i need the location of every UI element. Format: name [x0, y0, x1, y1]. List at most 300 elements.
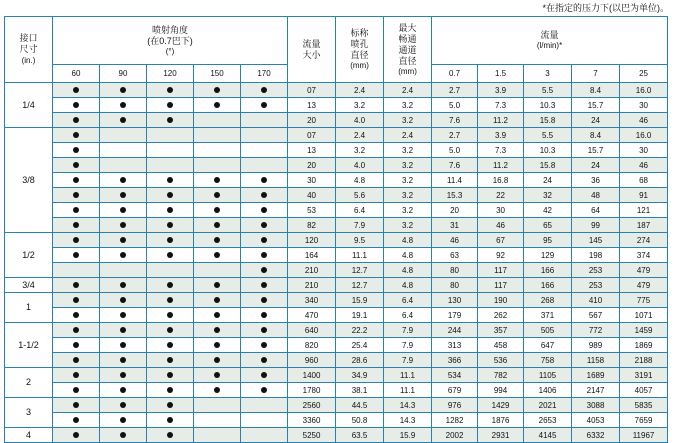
available-dot-icon: [120, 342, 126, 348]
available-dot-icon: [261, 372, 267, 378]
capacity-size-cell: 53: [288, 203, 336, 218]
available-dot-icon: [261, 312, 267, 318]
angle-cell: [241, 188, 288, 203]
available-dot-icon: [214, 372, 220, 378]
flow-cell: 567: [572, 308, 620, 323]
flow-cell: 190: [478, 293, 524, 308]
flow-cell: 1282: [432, 413, 478, 428]
flow-cell: 10.3: [524, 143, 572, 158]
flow-cell: 32: [524, 188, 572, 203]
available-dot-icon: [73, 432, 79, 438]
flow-cell: 30: [478, 203, 524, 218]
orifice-cell: 15.9: [336, 293, 384, 308]
orifice-cell: 3.2: [336, 98, 384, 113]
flow-cell: 5.5: [524, 128, 572, 143]
flow-cell: 647: [524, 338, 572, 353]
angle-cell: [100, 368, 147, 383]
orifice-cell: 4.8: [336, 173, 384, 188]
flow-cell: 68: [620, 173, 668, 188]
flow-cell: 30: [620, 143, 668, 158]
orifice-cell: 5.6: [336, 188, 384, 203]
available-dot-icon: [167, 87, 173, 93]
angle-cell: [194, 188, 241, 203]
available-dot-icon: [73, 312, 79, 318]
flow-cell: 3.9: [478, 83, 524, 98]
capacity-size-cell: 1400: [288, 368, 336, 383]
flow-cell: 3.9: [478, 128, 524, 143]
angle-cell: [241, 413, 288, 428]
table-row: [5, 383, 668, 398]
pressure-footnote: *在指定的压力下(以巴为单位)。: [542, 3, 669, 13]
angle-cell: [194, 173, 241, 188]
table-row: [5, 338, 668, 353]
passage-cell: 3.2: [384, 173, 432, 188]
available-dot-icon: [261, 252, 267, 258]
table-row: [5, 203, 668, 218]
angle-cell: [241, 98, 288, 113]
available-dot-icon: [214, 357, 220, 363]
flow-cell: 5835: [620, 398, 668, 413]
flow-cell: 262: [478, 308, 524, 323]
available-dot-icon: [120, 252, 126, 258]
passage-cell: 7.9: [384, 338, 432, 353]
capacity-size-cell: 20: [288, 113, 336, 128]
flow-cell: 8.4: [572, 128, 620, 143]
flow-cell: 99: [572, 218, 620, 233]
flow-cell: 994: [478, 383, 524, 398]
passage-cell: 11.1: [384, 383, 432, 398]
flow-cell: 534: [432, 368, 478, 383]
angle-cell: [147, 293, 194, 308]
angle-cell: [194, 338, 241, 353]
flow-cell: 15.7: [572, 98, 620, 113]
flow-cell: 16.8: [478, 173, 524, 188]
angle-cell: [241, 263, 288, 278]
flow-cell: 7.6: [432, 113, 478, 128]
passage-cell: 4.8: [384, 263, 432, 278]
available-dot-icon: [167, 312, 173, 318]
flow-cell: 7.3: [478, 98, 524, 113]
angle-cell: [147, 233, 194, 248]
angle-cell: [241, 128, 288, 143]
angle-cell: [100, 428, 147, 443]
flow-cell: 15.8: [524, 158, 572, 173]
orifice-cell: 7.9: [336, 218, 384, 233]
angle-cell: [53, 353, 100, 368]
table-row: [5, 293, 668, 308]
angle-cell: [241, 368, 288, 383]
angle-cell: [53, 293, 100, 308]
angle-cell: [147, 98, 194, 113]
angle-cell: [241, 143, 288, 158]
angle-cell: [241, 293, 288, 308]
capacity-size-cell: 3360: [288, 413, 336, 428]
flow-cell: 2021: [524, 398, 572, 413]
available-dot-icon: [214, 297, 220, 303]
orifice-cell: 63.5: [336, 428, 384, 443]
angle-cell: [194, 158, 241, 173]
orifice-cell: 22.2: [336, 323, 384, 338]
available-dot-icon: [73, 102, 79, 108]
available-dot-icon: [167, 417, 173, 423]
inlet-size-cell: 3: [5, 398, 53, 428]
available-dot-icon: [261, 342, 267, 348]
flow-cell: 46: [478, 218, 524, 233]
pressure-7: 7: [572, 65, 620, 83]
orifice-cell: 19.1: [336, 308, 384, 323]
available-dot-icon: [261, 237, 267, 243]
angle-cell: [100, 353, 147, 368]
flow-cell: 30: [620, 98, 668, 113]
available-dot-icon: [167, 237, 173, 243]
angle-cell: [241, 218, 288, 233]
capacity-size-cell: 13: [288, 143, 336, 158]
flow-cell: 479: [620, 263, 668, 278]
available-dot-icon: [73, 177, 79, 183]
angle-cell: [53, 263, 100, 278]
passage-cell: 6.4: [384, 293, 432, 308]
flow-cell: 2002: [432, 428, 478, 443]
angle-cell: [194, 428, 241, 443]
angle-cell: [100, 413, 147, 428]
angle-cell: [147, 188, 194, 203]
capacity-size-cell: 340: [288, 293, 336, 308]
flow-cell: 1429: [478, 398, 524, 413]
available-dot-icon: [120, 372, 126, 378]
available-dot-icon: [73, 282, 79, 288]
angle-cell: [194, 218, 241, 233]
orifice-cell: 28.6: [336, 353, 384, 368]
capacity-size-cell: 210: [288, 278, 336, 293]
angle-cell: [53, 398, 100, 413]
available-dot-icon: [214, 252, 220, 258]
angle-cell: [147, 203, 194, 218]
angle-cell: [53, 308, 100, 323]
angle-cell: [194, 353, 241, 368]
angle-cell: [147, 248, 194, 263]
capacity-size-cell: 470: [288, 308, 336, 323]
angle-cell: [194, 413, 241, 428]
available-dot-icon: [73, 222, 79, 228]
available-dot-icon: [167, 222, 173, 228]
available-dot-icon: [167, 282, 173, 288]
passage-cell: 2.4: [384, 128, 432, 143]
available-dot-icon: [120, 222, 126, 228]
flow-cell: 1459: [620, 323, 668, 338]
flow-cell: 5.5: [524, 83, 572, 98]
angle-cell: [241, 248, 288, 263]
table-body: [5, 83, 668, 443]
flow-cell: 268: [524, 293, 572, 308]
header-orifice-diameter: 标称 喷孔 直径 (mm): [336, 17, 384, 83]
table-row: [5, 248, 668, 263]
angle-cell: [53, 368, 100, 383]
angle-cell: [194, 128, 241, 143]
angle-cell: [100, 173, 147, 188]
flow-cell: 187: [620, 218, 668, 233]
flow-cell: 679: [432, 383, 478, 398]
flow-cell: 4145: [524, 428, 572, 443]
flow-cell: 1869: [620, 338, 668, 353]
available-dot-icon: [73, 192, 79, 198]
available-dot-icon: [214, 237, 220, 243]
flow-cell: 2188: [620, 353, 668, 368]
angle-cell: [147, 338, 194, 353]
passage-cell: 3.2: [384, 98, 432, 113]
flow-cell: 64: [572, 203, 620, 218]
available-dot-icon: [120, 402, 126, 408]
angle-cell: [241, 398, 288, 413]
angle-cell: [53, 413, 100, 428]
header-inlet: 接口 尺寸 (in.): [5, 17, 53, 83]
available-dot-icon: [214, 192, 220, 198]
table-row: [5, 413, 668, 428]
flow-cell: 24: [524, 173, 572, 188]
orifice-cell: 38.1: [336, 383, 384, 398]
angle-cell: [194, 323, 241, 338]
header-max-passage: 最大 畅通 通道 直径 (mm): [384, 17, 432, 83]
angle-cell: [241, 428, 288, 443]
flow-cell: 11.2: [478, 113, 524, 128]
passage-cell: 4.8: [384, 248, 432, 263]
capacity-size-cell: 07: [288, 83, 336, 98]
angle-cell: [147, 278, 194, 293]
flow-cell: 1406: [524, 383, 572, 398]
angle-cell: [53, 128, 100, 143]
angle-cell: [100, 233, 147, 248]
flow-cell: 775: [620, 293, 668, 308]
flow-cell: 42: [524, 203, 572, 218]
orifice-cell: 44.5: [336, 398, 384, 413]
available-dot-icon: [73, 237, 79, 243]
available-dot-icon: [261, 222, 267, 228]
angle-120: 120: [147, 65, 194, 83]
flow-cell: 5.0: [432, 143, 478, 158]
available-dot-icon: [167, 297, 173, 303]
passage-cell: 3.2: [384, 143, 432, 158]
flow-cell: 4053: [572, 413, 620, 428]
angle-cell: [194, 263, 241, 278]
inlet-size-cell: 2: [5, 368, 53, 398]
angle-cell: [100, 278, 147, 293]
flow-cell: 67: [478, 233, 524, 248]
table-row: [5, 188, 668, 203]
angle-cell: [100, 128, 147, 143]
table-row: [5, 278, 668, 293]
flow-cell: 1158: [572, 353, 620, 368]
orifice-cell: 6.4: [336, 203, 384, 218]
passage-cell: 6.4: [384, 308, 432, 323]
angle-cell: [53, 113, 100, 128]
available-dot-icon: [214, 102, 220, 108]
flow-cell: 31: [432, 218, 478, 233]
capacity-size-cell: 1780: [288, 383, 336, 398]
available-dot-icon: [214, 177, 220, 183]
pressure-0-7: 0.7: [432, 65, 478, 83]
flow-cell: 371: [524, 308, 572, 323]
angle-cell: [53, 83, 100, 98]
capacity-size-cell: 82: [288, 218, 336, 233]
flow-cell: 48: [572, 188, 620, 203]
flow-cell: 20: [432, 203, 478, 218]
orifice-cell: 3.2: [336, 143, 384, 158]
flow-cell: 274: [620, 233, 668, 248]
flow-cell: 11.4: [432, 173, 478, 188]
angle-cell: [147, 308, 194, 323]
available-dot-icon: [167, 432, 173, 438]
angle-cell: [241, 338, 288, 353]
capacity-size-cell: 164: [288, 248, 336, 263]
flow-cell: 1876: [478, 413, 524, 428]
flow-cell: 166: [524, 263, 572, 278]
flow-cell: 374: [620, 248, 668, 263]
flow-cell: 15.8: [524, 113, 572, 128]
passage-cell: 15.9: [384, 428, 432, 443]
angle-cell: [147, 398, 194, 413]
flow-cell: 95: [524, 233, 572, 248]
flow-cell: 65: [524, 218, 572, 233]
available-dot-icon: [73, 207, 79, 213]
passage-cell: 3.2: [384, 113, 432, 128]
angle-cell: [100, 248, 147, 263]
available-dot-icon: [261, 102, 267, 108]
flow-cell: 253: [572, 263, 620, 278]
flow-cell: 244: [432, 323, 478, 338]
angle-cell: [241, 83, 288, 98]
flow-cell: 46: [620, 113, 668, 128]
flow-cell: 2931: [478, 428, 524, 443]
flow-cell: 253: [572, 278, 620, 293]
angle-cell: [194, 143, 241, 158]
flow-cell: 24: [572, 113, 620, 128]
passage-cell: 11.1: [384, 368, 432, 383]
table-row: [5, 323, 668, 338]
flow-cell: 410: [572, 293, 620, 308]
passage-cell: 7.9: [384, 323, 432, 338]
flow-cell: 91: [620, 188, 668, 203]
capacity-size-cell: 210: [288, 263, 336, 278]
angle-cell: [241, 353, 288, 368]
table-row: [5, 113, 668, 128]
angle-cell: [194, 248, 241, 263]
angle-cell: [100, 338, 147, 353]
inlet-size-cell: 3/4: [5, 278, 53, 293]
orifice-cell: 2.4: [336, 83, 384, 98]
available-dot-icon: [73, 342, 79, 348]
available-dot-icon: [261, 267, 267, 273]
flow-cell: 92: [478, 248, 524, 263]
available-dot-icon: [214, 87, 220, 93]
table-row: [5, 98, 668, 113]
flow-cell: 989: [572, 338, 620, 353]
orifice-cell: 12.7: [336, 263, 384, 278]
available-dot-icon: [120, 312, 126, 318]
available-dot-icon: [167, 117, 173, 123]
angle-cell: [194, 383, 241, 398]
passage-cell: 14.3: [384, 413, 432, 428]
available-dot-icon: [120, 117, 126, 123]
available-dot-icon: [73, 147, 79, 153]
flow-cell: 4057: [620, 383, 668, 398]
angle-cell: [194, 203, 241, 218]
passage-cell: 3.2: [384, 218, 432, 233]
angle-cell: [147, 428, 194, 443]
passage-cell: 7.9: [384, 353, 432, 368]
available-dot-icon: [214, 387, 220, 393]
available-dot-icon: [120, 357, 126, 363]
angle-cell: [53, 428, 100, 443]
angle-cell: [100, 83, 147, 98]
angle-cell: [241, 158, 288, 173]
angle-cell: [147, 113, 194, 128]
available-dot-icon: [261, 357, 267, 363]
flow-cell: 1105: [524, 368, 572, 383]
orifice-cell: 11.1: [336, 248, 384, 263]
available-dot-icon: [73, 297, 79, 303]
angle-cell: [241, 173, 288, 188]
orifice-cell: 34.9: [336, 368, 384, 383]
nozzle-capacity-table: [4, 16, 668, 443]
angle-cell: [53, 248, 100, 263]
angle-cell: [100, 203, 147, 218]
angle-cell: [147, 128, 194, 143]
angle-cell: [53, 383, 100, 398]
flow-cell: 536: [478, 353, 524, 368]
available-dot-icon: [120, 282, 126, 288]
flow-cell: 22: [478, 188, 524, 203]
angle-cell: [100, 308, 147, 323]
angle-cell: [100, 158, 147, 173]
capacity-size-cell: 40: [288, 188, 336, 203]
inlet-size-cell: 1/4: [5, 83, 53, 128]
available-dot-icon: [73, 372, 79, 378]
angle-cell: [53, 338, 100, 353]
table-row: [5, 368, 668, 383]
passage-cell: 14.3: [384, 398, 432, 413]
table-row: [5, 158, 668, 173]
table-row: [5, 308, 668, 323]
flow-cell: 46: [432, 233, 478, 248]
angle-cell: [241, 233, 288, 248]
angle-cell: [100, 98, 147, 113]
flow-cell: 11.2: [478, 158, 524, 173]
flow-cell: 772: [572, 323, 620, 338]
available-dot-icon: [167, 387, 173, 393]
angle-cell: [194, 98, 241, 113]
inlet-size-cell: 1-1/2: [5, 323, 53, 368]
angle-cell: [100, 398, 147, 413]
flow-cell: 117: [478, 278, 524, 293]
flow-cell: 3191: [620, 368, 668, 383]
available-dot-icon: [73, 87, 79, 93]
orifice-cell: 9.5: [336, 233, 384, 248]
orifice-cell: 25.4: [336, 338, 384, 353]
available-dot-icon: [214, 327, 220, 333]
angle-cell: [194, 368, 241, 383]
flow-cell: 121: [620, 203, 668, 218]
available-dot-icon: [261, 87, 267, 93]
inlet-size-cell: 1: [5, 293, 53, 323]
flow-cell: 130: [432, 293, 478, 308]
capacity-size-cell: 13: [288, 98, 336, 113]
angle-cell: [100, 218, 147, 233]
available-dot-icon: [261, 327, 267, 333]
flow-cell: 179: [432, 308, 478, 323]
angle-90: 90: [100, 65, 147, 83]
header-spray-angle: 喷射角度 (在0.7巴下) (°): [53, 17, 288, 65]
capacity-size-cell: 07: [288, 128, 336, 143]
flow-cell: 505: [524, 323, 572, 338]
